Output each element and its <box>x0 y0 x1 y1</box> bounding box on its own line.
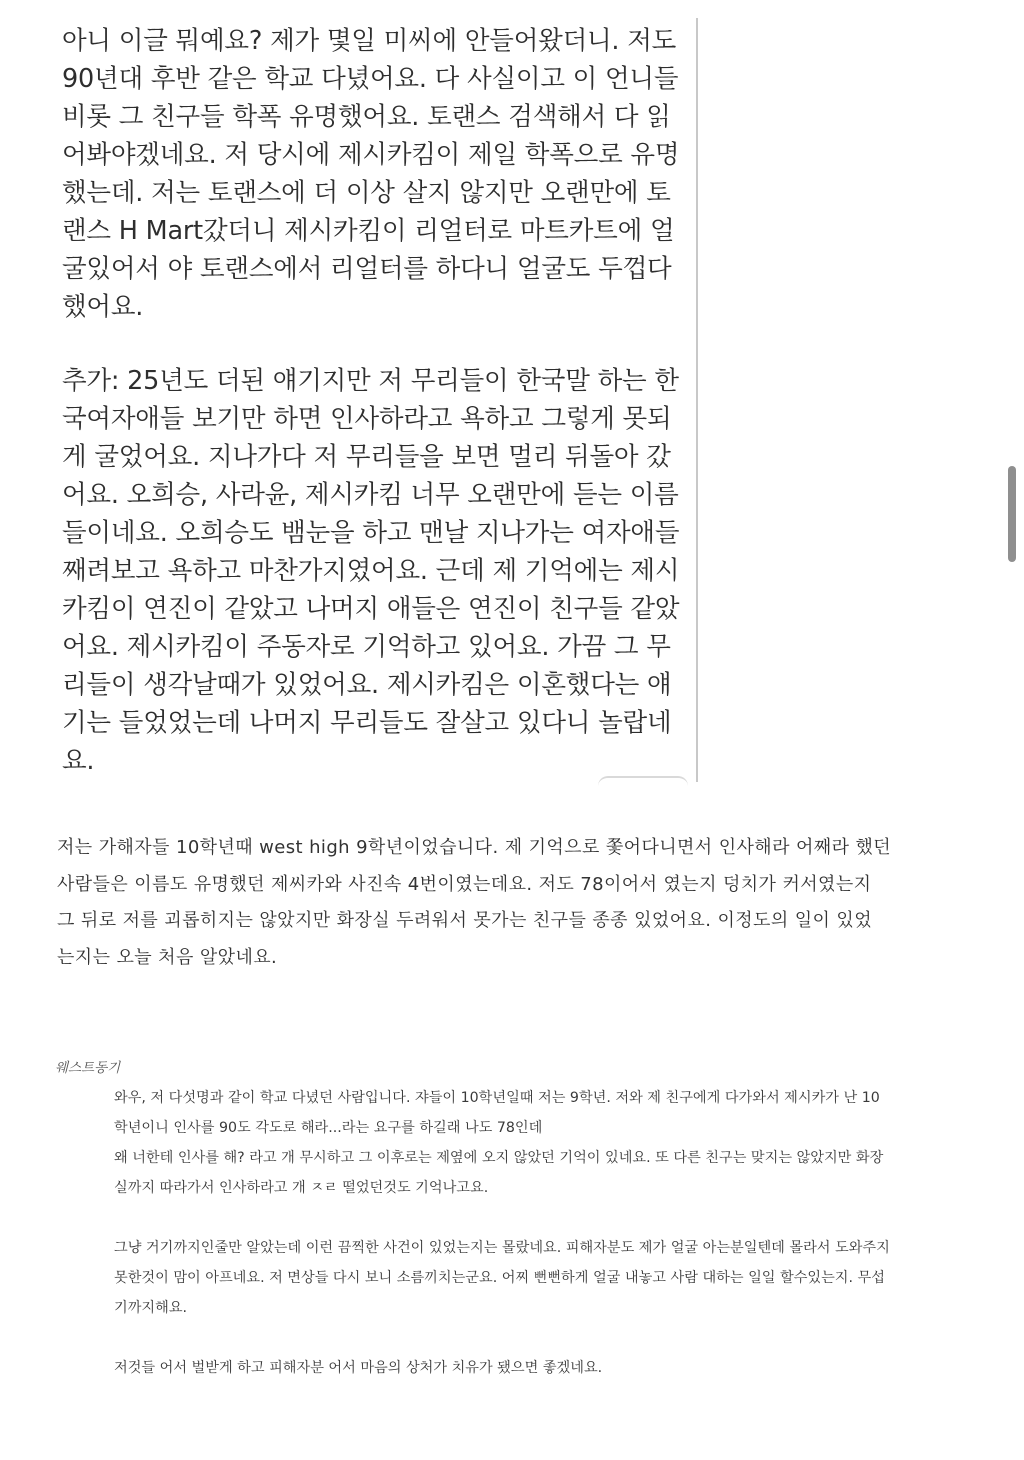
text-line: 어봐야겠네요. 저 당시에 제시카킴이 제일 학폭으로 유명 <box>62 140 680 170</box>
text-line: 저는 가해자들 10학년때 west high 9학년이었습니다. 제 기억으로 쫓어다니면서 인사해라 어째라 했던 <box>57 837 892 858</box>
text-line: 비롯 그 친구들 학폭 유명했어요. 토랜스 검색해서 다 읽 <box>62 102 671 132</box>
comment-text <box>57 830 987 976</box>
text-line: 국여자애들 보기만 하면 인사하라고 욕하고 그렇게 못되 <box>62 404 672 434</box>
text-line: 어요. 오희승, 사라윤, 제시카킴 너무 오랜만에 듣는 이름 <box>62 480 679 510</box>
text-line: 실까지 따라가서 인사하라고 개 ㅈㄹ 떨었던것도 기억나고요. <box>114 1180 489 1196</box>
cropped-button-edge <box>598 776 688 788</box>
text-line: 들이네요. 오희승도 뱀눈을 하고 맨날 지나가는 여자애들 <box>62 518 680 548</box>
text-line: 추가: 25년도 더된 얘기지만 저 무리들이 한국말 하는 한 <box>62 366 679 396</box>
text-line: 게 굴었어요. 지나가다 저 무리들을 보면 멀리 뒤돌아 갔 <box>62 442 671 472</box>
text-line: 째려보고 욕하고 마찬가지였어요. 근데 제 기억에는 제시 <box>62 556 680 586</box>
text-line: 기까지해요. <box>114 1300 188 1316</box>
text-line: 아니 이글 뭐예요? 제가 몇일 미씨에 안들어왔더니. 저도 <box>62 26 677 56</box>
text-line: 못한것이 맘이 아프네요. 저 면상들 다시 보니 소름끼치는군요. 어찌 뻔뻔하게 얼굴 내놓고 사람 대하는 일일 할수있는지. 무섭 <box>114 1270 885 1286</box>
text-line: 리들이 생각날때가 있었어요. 제시카킴은 이혼했다는 얘 <box>62 670 672 700</box>
text-line: 와우, 저 다섯명과 같이 학교 다녔던 사람입니다. 쟈들이 10학년일때 저는 9학년. 저와 제 친구에게 다가와서 제시카가 난 10 <box>114 1090 880 1106</box>
text-line: 그냥 거기까지인줄만 알았는데 이런 끔찍한 사건이 있었는지는 몰랐네요. 피해자분도 제가 얼굴 아는분일텐데 몰라서 도와주지 <box>114 1240 890 1256</box>
text-line: 저것들 어서 벌받게 하고 피해자분 어서 마음의 상처가 치유가 됐으면 좋겠네요. <box>114 1360 603 1376</box>
text-line: 학년이니 인사를 90도 각도로 해라...라는 요구를 하길래 나도 78인데 <box>114 1120 543 1136</box>
post-paragraph-2 <box>62 362 692 780</box>
comment-body <box>114 1083 954 1383</box>
post-paragraph-1 <box>62 22 692 326</box>
text-line: 기는 들었었는데 나머지 무리들도 잘살고 있다니 놀랍네 <box>62 708 672 738</box>
text-line: 요. <box>62 746 95 776</box>
comment-author: 웨스트동기 <box>55 1060 121 1076</box>
text-line: 왜 너한테 인사를 해? 라고 개 무시하고 그 이후로는 제옆에 오지 않았던 기억이 있네요. 또 다른 친구는 맞지는 않았지만 화장 <box>114 1150 884 1166</box>
text-line: 사람들은 이름도 유명했던 제씨카와 사진속 4번이였는데요. 저도 78이어서 였는지 덩치가 커서였는지 <box>57 873 872 895</box>
divider-line <box>696 18 698 782</box>
text-line: 그 뒤로 저를 괴롭히지는 않았지만 화장실 두려워서 못가는 친구들 종종 있었어요. 이정도의 일이 있었 <box>57 910 873 931</box>
paragraph-gap <box>114 1203 954 1233</box>
text-line: 했는데. 저는 토랜스에 더 이상 살지 않지만 오랜만에 토 <box>62 178 671 208</box>
text-line: 랜스 H Mart갔더니 제시카킴이 리얼터로 마트카트에 얼 <box>62 216 675 246</box>
text-line: 했어요. <box>62 292 144 322</box>
text-line: 90년대 후반 같은 학교 다녔어요. 다 사실이고 이 언니들 <box>62 64 679 94</box>
paragraph-gap <box>114 1323 954 1353</box>
text-line: 카킴이 연진이 같았고 나머지 애들은 연진이 친구들 같았 <box>62 594 680 624</box>
scrollbar-thumb[interactable] <box>1008 466 1016 562</box>
post-screenshot <box>0 0 700 782</box>
text-line: 어요. 제시카킴이 주동자로 기억하고 있어요. 가끔 그 무 <box>62 632 671 662</box>
text-line: 는지는 오늘 처음 알았네요. <box>57 946 278 968</box>
text-line: 굴있어서 야 토랜스에서 리얼터를 하다니 얼굴도 두껍다 <box>62 254 672 284</box>
